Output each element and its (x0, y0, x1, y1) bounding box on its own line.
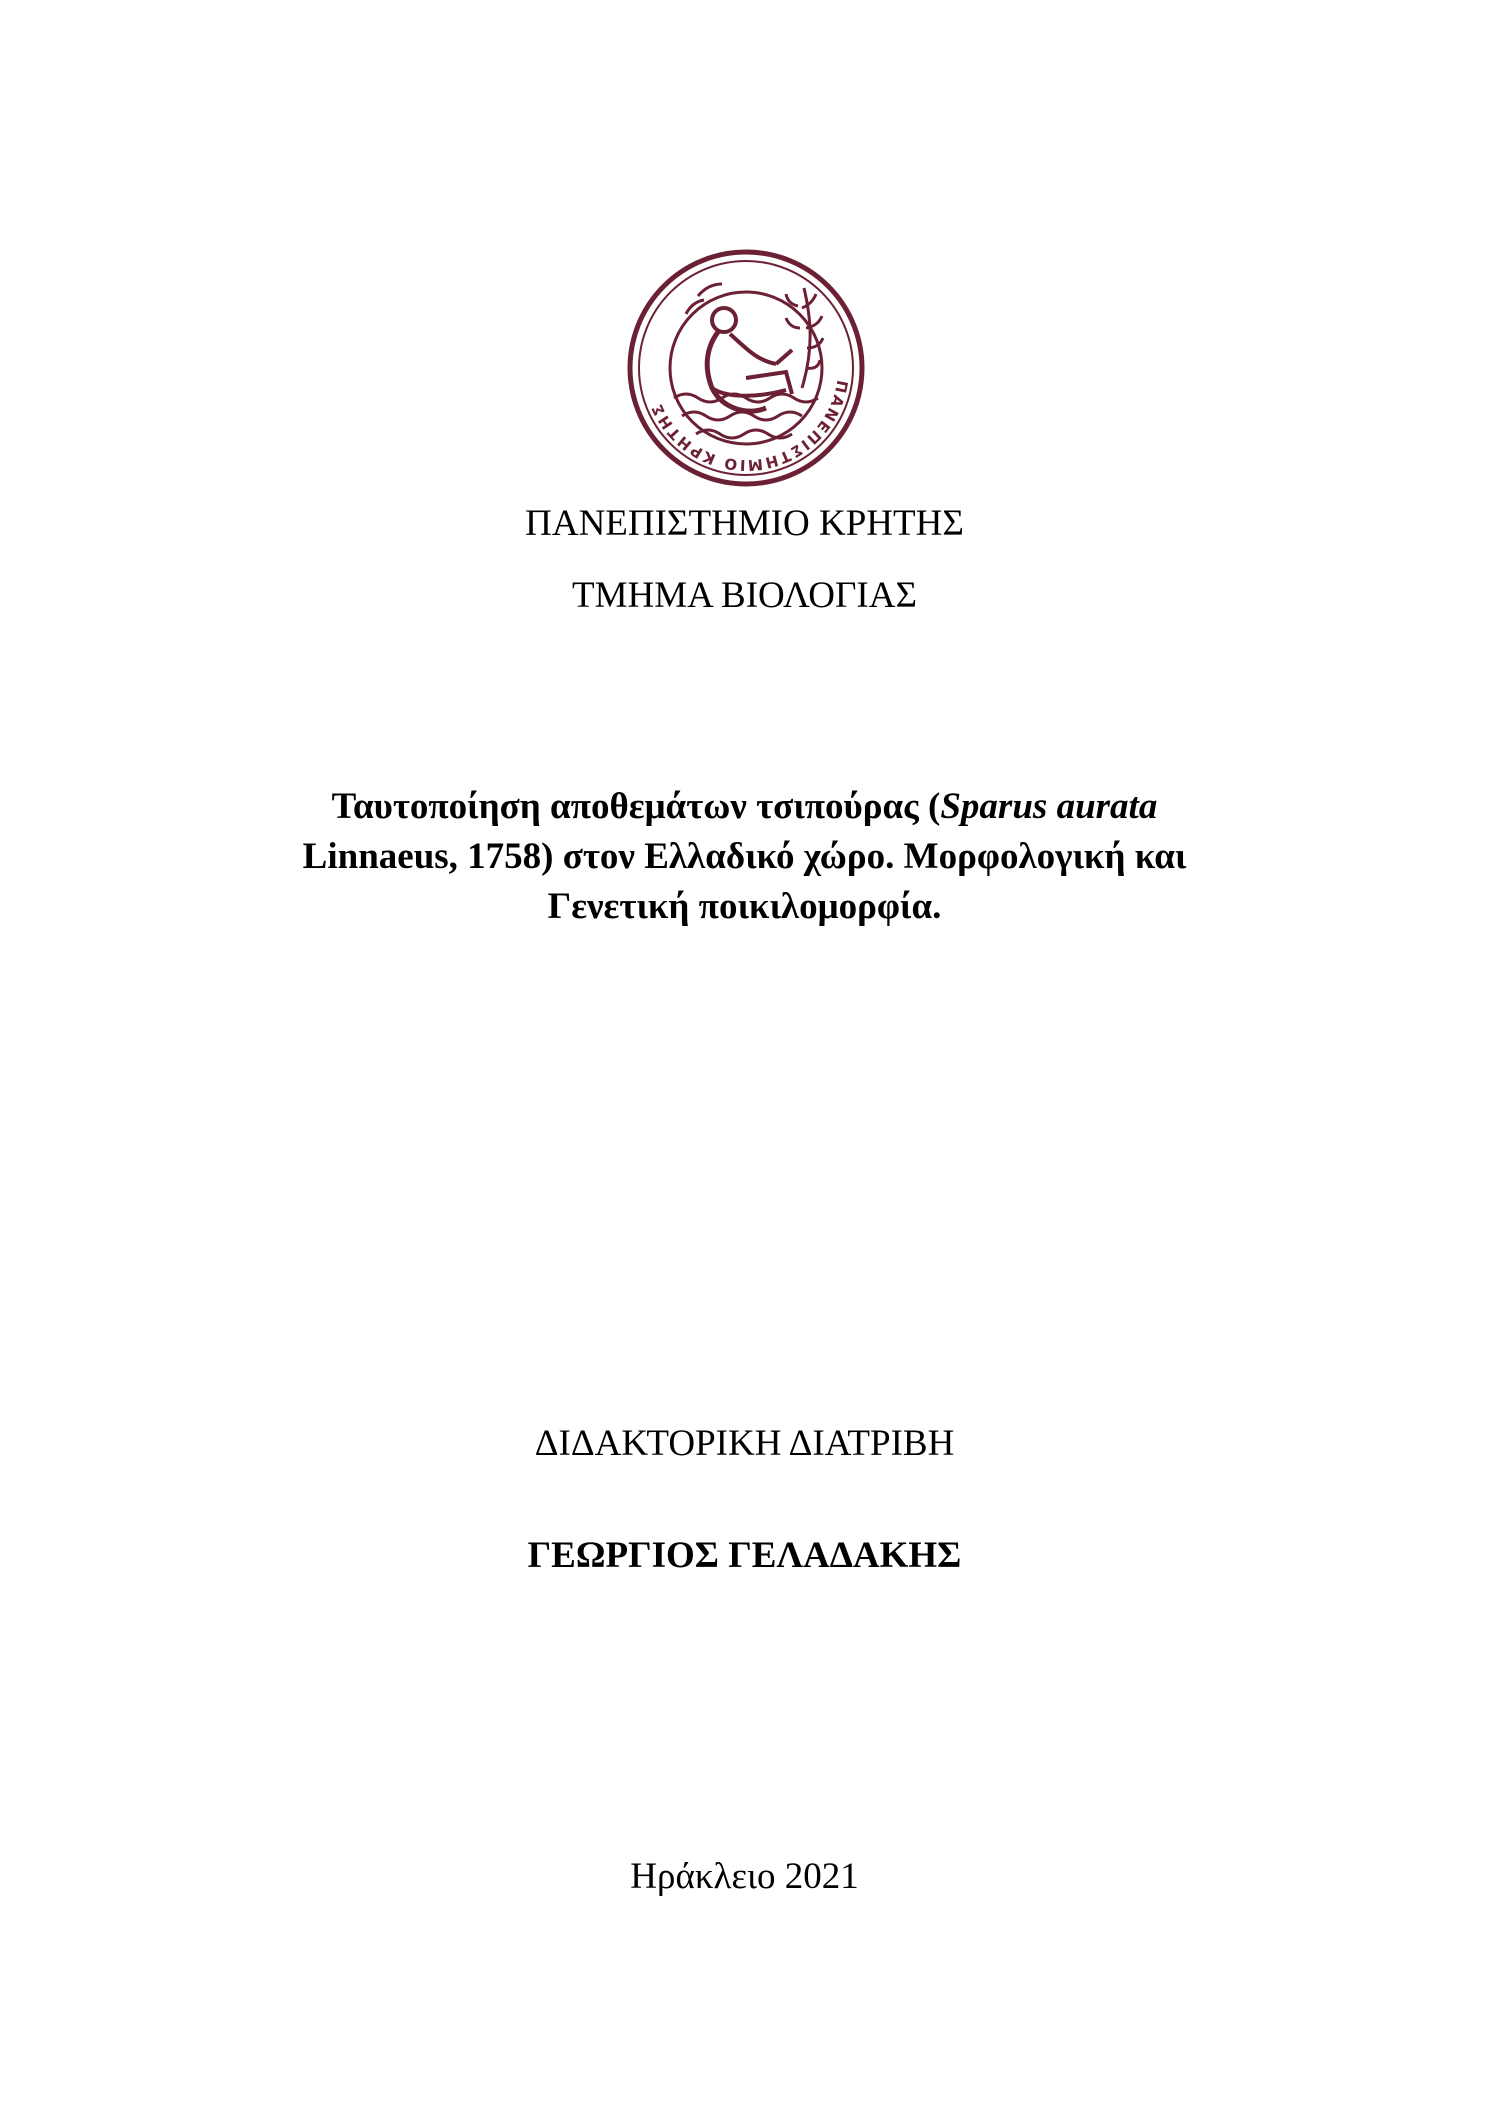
thesis-title (200, 782, 1289, 932)
author-name: ΓΕΩΡΓΙΟΣ ΓΕΛΑΔΑΚΗΣ (527, 1535, 962, 1576)
title-line-1: Ταυτοποίηση αποθεμάτων τσιπούρας (Sparus aurata (331, 786, 1158, 827)
title-line-3: Γενετική ποικιλομορφία. (547, 886, 942, 927)
title-line-2: Linnaeus, 1758) στον Ελλαδικό χώρο. Μορφολογική και (302, 836, 1187, 877)
degree-type: ΔΙΔΑΚΤΟΡΙΚΗ ΔΙΑΤΡΙΒΗ (534, 1423, 955, 1464)
department-name: ΤΜΗΜΑ ΒΙΟΛΟΓΙΑΣ (572, 575, 917, 616)
svg-text:ΠΑΝΕΠΙΣΤΗΜΙΟ ΚΡΗΤΗΣ: ΠΑΝΕΠΙΣΤΗΜΙΟ ΚΡΗΤΗΣ (647, 378, 852, 475)
place-and-year: Ηράκλειο 2021 (630, 1856, 859, 1897)
species-name: Sparus aurata (940, 786, 1158, 827)
university-name: ΠΑΝΕΠΙΣΤΗΜΙΟ ΚΡΗΤΗΣ (525, 503, 964, 544)
university-seal-logo (626, 248, 866, 488)
